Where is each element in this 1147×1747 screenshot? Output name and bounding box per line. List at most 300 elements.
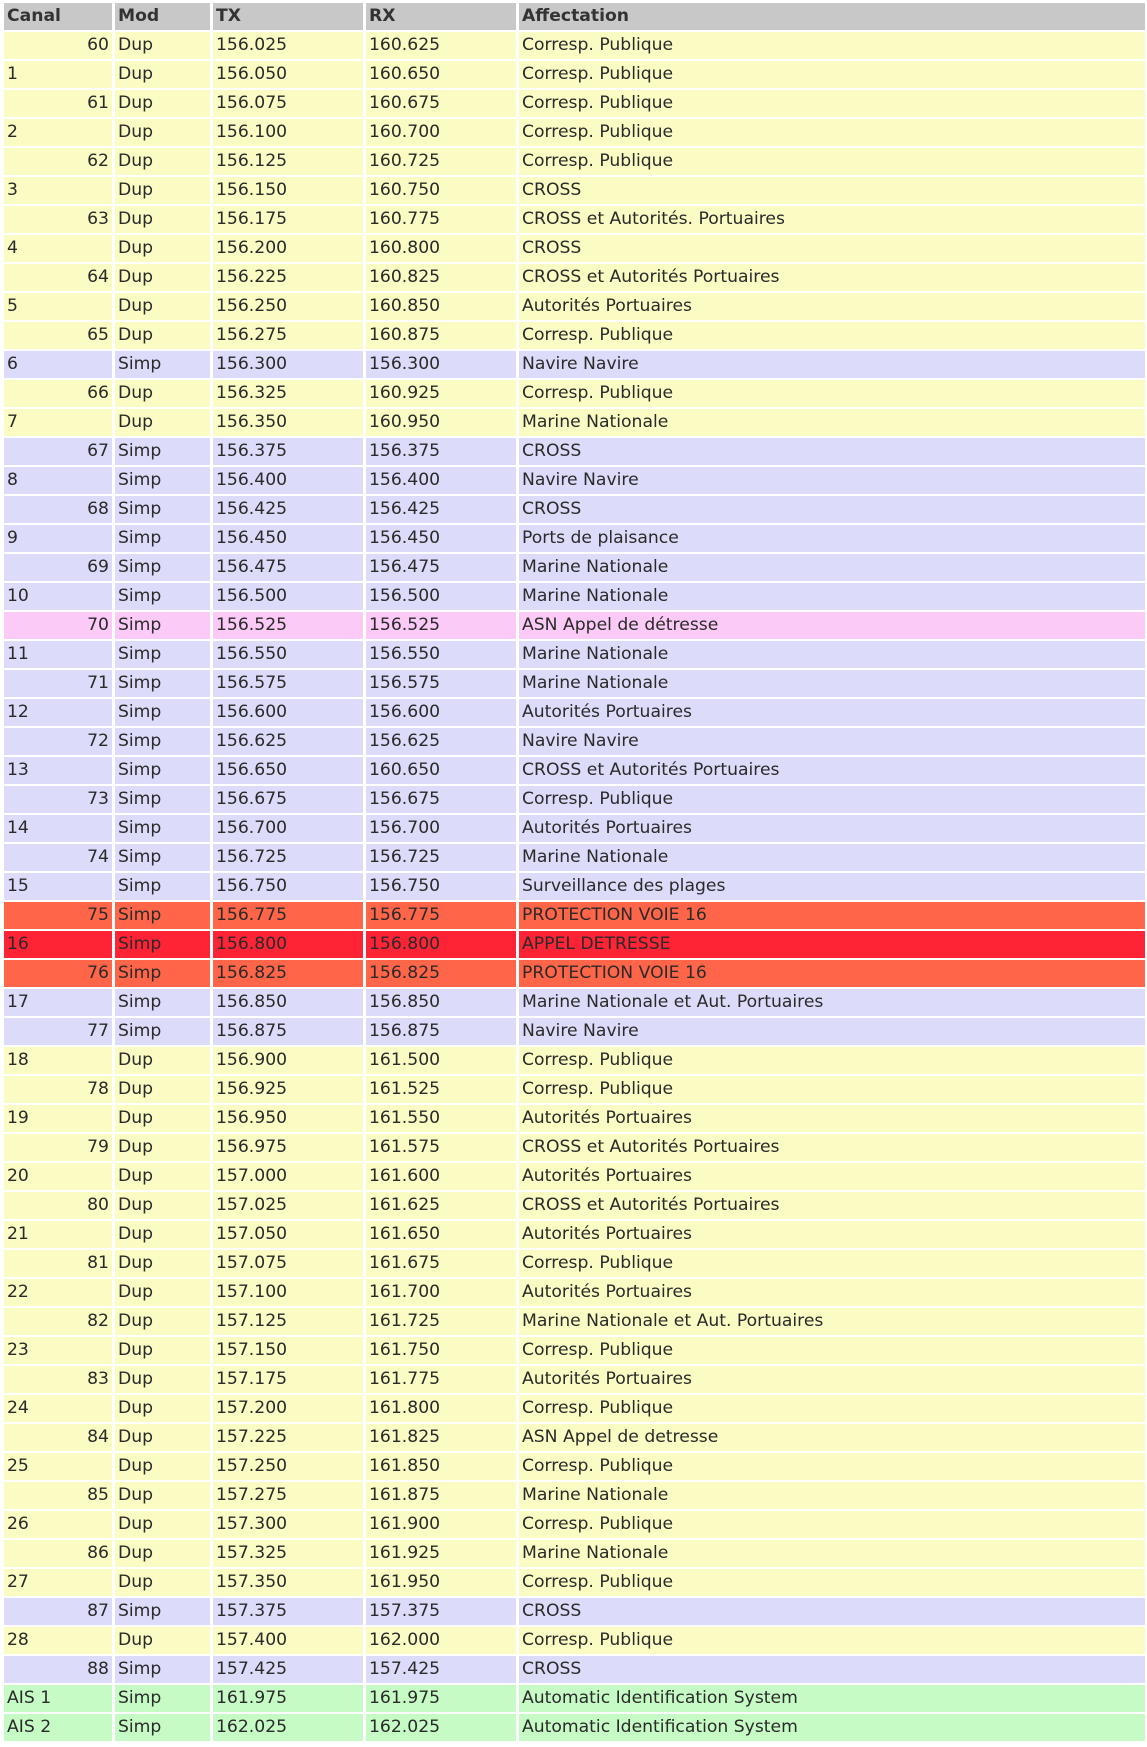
cell-canal: 88	[4, 1656, 115, 1683]
cell-canal: 83	[4, 1366, 115, 1393]
cell-rx: 156.300	[366, 351, 519, 378]
cell-tx: 157.175	[213, 1366, 366, 1393]
cell-tx: 156.300	[213, 351, 366, 378]
cell-rx: 156.600	[366, 699, 519, 726]
cell-tx: 157.350	[213, 1569, 366, 1596]
cell-tx: 157.025	[213, 1192, 366, 1219]
cell-canal: 73	[4, 786, 115, 813]
cell-canal: 75	[4, 902, 115, 929]
cell-affectation: ASN Appel de detresse	[519, 1424, 1145, 1451]
cell-mod: Dup	[115, 1279, 213, 1306]
cell-mod: Dup	[115, 322, 213, 349]
cell-affectation: PROTECTION VOIE 16	[519, 902, 1145, 929]
cell-rx: 160.650	[366, 61, 519, 88]
cell-tx: 157.050	[213, 1221, 366, 1248]
cell-tx: 156.400	[213, 467, 366, 494]
cell-tx: 157.250	[213, 1453, 366, 1480]
cell-affectation: Corresp. Publique	[519, 786, 1145, 813]
cell-canal: 23	[4, 1337, 115, 1364]
cell-rx: 161.875	[366, 1482, 519, 1509]
table-row	[4, 1627, 1147, 1656]
cell-mod: Dup	[115, 1424, 213, 1451]
cell-affectation: Corresp. Publique	[519, 32, 1145, 59]
cell-rx: 162.025	[366, 1714, 519, 1741]
table-row	[4, 1105, 1147, 1134]
table-row	[4, 931, 1147, 960]
cell-rx: 156.500	[366, 583, 519, 610]
table-row	[4, 989, 1147, 1018]
cell-mod: Dup	[115, 1105, 213, 1132]
cell-mod: Dup	[115, 1134, 213, 1161]
table-row	[4, 61, 1147, 90]
cell-mod: Simp	[115, 554, 213, 581]
cell-mod: Dup	[115, 264, 213, 291]
cell-tx: 156.175	[213, 206, 366, 233]
cell-affectation: Marine Nationale	[519, 641, 1145, 668]
cell-affectation: Marine Nationale	[519, 409, 1145, 436]
cell-mod: Dup	[115, 119, 213, 146]
cell-canal: 64	[4, 264, 115, 291]
cell-canal: 18	[4, 1047, 115, 1074]
cell-tx: 156.450	[213, 525, 366, 552]
cell-mod: Dup	[115, 90, 213, 117]
table-row	[4, 322, 1147, 351]
cell-affectation: CROSS et Autorités Portuaires	[519, 1192, 1145, 1219]
cell-tx: 156.850	[213, 989, 366, 1016]
table-row	[4, 786, 1147, 815]
cell-tx: 156.875	[213, 1018, 366, 1045]
cell-affectation: Corresp. Publique	[519, 1076, 1145, 1103]
cell-rx: 156.400	[366, 467, 519, 494]
cell-tx: 156.900	[213, 1047, 366, 1074]
cell-tx: 157.375	[213, 1598, 366, 1625]
cell-rx: 156.700	[366, 815, 519, 842]
cell-mod: Simp	[115, 1685, 213, 1712]
cell-affectation: CROSS	[519, 235, 1145, 262]
table-row	[4, 235, 1147, 264]
cell-mod: Simp	[115, 583, 213, 610]
cell-rx: 156.800	[366, 931, 519, 958]
table-row	[4, 293, 1147, 322]
cell-rx: 160.750	[366, 177, 519, 204]
cell-canal: 66	[4, 380, 115, 407]
cell-rx: 157.375	[366, 1598, 519, 1625]
cell-tx: 157.200	[213, 1395, 366, 1422]
cell-mod: Simp	[115, 757, 213, 784]
cell-rx: 160.825	[366, 264, 519, 291]
cell-rx: 160.950	[366, 409, 519, 436]
cell-mod: Simp	[115, 699, 213, 726]
cell-affectation: Autorités Portuaires	[519, 1221, 1145, 1248]
cell-tx: 156.425	[213, 496, 366, 523]
cell-mod: Simp	[115, 815, 213, 842]
cell-canal: 28	[4, 1627, 115, 1654]
cell-rx: 156.850	[366, 989, 519, 1016]
cell-affectation: CROSS	[519, 177, 1145, 204]
table-row	[4, 1192, 1147, 1221]
table-row	[4, 960, 1147, 989]
cell-tx: 157.100	[213, 1279, 366, 1306]
cell-rx: 156.875	[366, 1018, 519, 1045]
cell-affectation: CROSS et Autorités Portuaires	[519, 757, 1145, 784]
table-row	[4, 873, 1147, 902]
cell-mod: Dup	[115, 206, 213, 233]
cell-affectation: Marine Nationale	[519, 583, 1145, 610]
cell-mod: Dup	[115, 1366, 213, 1393]
cell-tx: 156.825	[213, 960, 366, 987]
cell-canal: AIS 1	[4, 1685, 115, 1712]
cell-rx: 156.775	[366, 902, 519, 929]
cell-affectation: Autorités Portuaires	[519, 1163, 1145, 1190]
cell-affectation: Corresp. Publique	[519, 1250, 1145, 1277]
cell-tx: 156.600	[213, 699, 366, 726]
cell-rx: 161.650	[366, 1221, 519, 1248]
cell-canal: 71	[4, 670, 115, 697]
cell-tx: 157.400	[213, 1627, 366, 1654]
cell-mod: Dup	[115, 380, 213, 407]
cell-rx: 161.725	[366, 1308, 519, 1335]
cell-rx: 156.550	[366, 641, 519, 668]
cell-tx: 156.650	[213, 757, 366, 784]
cell-tx: 156.050	[213, 61, 366, 88]
cell-affectation: Navire Navire	[519, 351, 1145, 378]
cell-canal: 70	[4, 612, 115, 639]
table-row	[4, 1540, 1147, 1569]
cell-rx: 161.775	[366, 1366, 519, 1393]
cell-canal: 69	[4, 554, 115, 581]
table-row	[4, 351, 1147, 380]
cell-affectation: CROSS	[519, 1656, 1145, 1683]
cell-affectation: Corresp. Publique	[519, 1047, 1145, 1074]
table-row	[4, 612, 1147, 641]
table-row	[4, 554, 1147, 583]
table-row	[4, 1221, 1147, 1250]
cell-tx: 156.500	[213, 583, 366, 610]
cell-rx: 160.775	[366, 206, 519, 233]
cell-canal: 21	[4, 1221, 115, 1248]
cell-mod: Dup	[115, 1163, 213, 1190]
table-row	[4, 148, 1147, 177]
cell-rx: 161.850	[366, 1453, 519, 1480]
cell-mod: Dup	[115, 293, 213, 320]
cell-tx: 156.275	[213, 322, 366, 349]
table-row	[4, 1337, 1147, 1366]
table-row	[4, 496, 1147, 525]
cell-mod: Simp	[115, 670, 213, 697]
table-body	[4, 32, 1147, 1743]
cell-canal: AIS 2	[4, 1714, 115, 1741]
cell-mod: Simp	[115, 438, 213, 465]
cell-affectation: Corresp. Publique	[519, 148, 1145, 175]
cell-canal: 22	[4, 1279, 115, 1306]
cell-tx: 156.725	[213, 844, 366, 871]
header-mod: Mod	[115, 3, 213, 30]
cell-tx: 156.475	[213, 554, 366, 581]
cell-affectation: Autorités Portuaires	[519, 1366, 1145, 1393]
cell-mod: Dup	[115, 1569, 213, 1596]
cell-tx: 157.000	[213, 1163, 366, 1190]
cell-rx: 156.675	[366, 786, 519, 813]
cell-affectation: CROSS et Autorités Portuaires	[519, 1134, 1145, 1161]
cell-affectation: Navire Navire	[519, 467, 1145, 494]
cell-affectation: Autorités Portuaires	[519, 1279, 1145, 1306]
cell-rx: 156.475	[366, 554, 519, 581]
cell-mod: Dup	[115, 235, 213, 262]
cell-affectation: CROSS	[519, 496, 1145, 523]
table-header-row	[4, 3, 1147, 32]
table-row	[4, 1685, 1147, 1714]
cell-rx: 161.600	[366, 1163, 519, 1190]
cell-mod: Dup	[115, 1627, 213, 1654]
vhf-channel-table	[4, 3, 1147, 1743]
cell-tx: 156.375	[213, 438, 366, 465]
cell-tx: 157.150	[213, 1337, 366, 1364]
cell-canal: 62	[4, 148, 115, 175]
cell-mod: Simp	[115, 467, 213, 494]
cell-mod: Dup	[115, 177, 213, 204]
cell-rx: 161.525	[366, 1076, 519, 1103]
table-row	[4, 641, 1147, 670]
table-row	[4, 1395, 1147, 1424]
cell-tx: 156.550	[213, 641, 366, 668]
cell-mod: Simp	[115, 1656, 213, 1683]
table-row	[4, 1134, 1147, 1163]
cell-canal: 24	[4, 1395, 115, 1422]
cell-tx: 157.075	[213, 1250, 366, 1277]
table-row	[4, 757, 1147, 786]
cell-affectation: Marine Nationale	[519, 554, 1145, 581]
cell-canal: 10	[4, 583, 115, 610]
cell-canal: 7	[4, 409, 115, 436]
cell-canal: 81	[4, 1250, 115, 1277]
cell-mod: Simp	[115, 931, 213, 958]
cell-rx: 161.750	[366, 1337, 519, 1364]
cell-rx: 161.550	[366, 1105, 519, 1132]
cell-mod: Simp	[115, 786, 213, 813]
cell-canal: 77	[4, 1018, 115, 1045]
table-row	[4, 1482, 1147, 1511]
cell-affectation: Automatic Identification System	[519, 1714, 1145, 1741]
header-rx: RX	[366, 3, 519, 30]
cell-canal: 20	[4, 1163, 115, 1190]
cell-affectation: Marine Nationale	[519, 1482, 1145, 1509]
cell-canal: 5	[4, 293, 115, 320]
cell-tx: 156.025	[213, 32, 366, 59]
table-row	[4, 1076, 1147, 1105]
cell-tx: 157.125	[213, 1308, 366, 1335]
cell-affectation: Marine Nationale et Aut. Portuaires	[519, 989, 1145, 1016]
cell-mod: Simp	[115, 960, 213, 987]
cell-canal: 14	[4, 815, 115, 842]
cell-affectation: CROSS	[519, 1598, 1145, 1625]
cell-canal: 1	[4, 61, 115, 88]
cell-rx: 156.750	[366, 873, 519, 900]
cell-tx: 156.250	[213, 293, 366, 320]
cell-canal: 15	[4, 873, 115, 900]
cell-canal: 17	[4, 989, 115, 1016]
cell-mod: Dup	[115, 1511, 213, 1538]
cell-affectation: Corresp. Publique	[519, 1569, 1145, 1596]
header-affectation: Affectation	[519, 3, 1145, 30]
cell-affectation: Corresp. Publique	[519, 1453, 1145, 1480]
header-tx: TX	[213, 3, 366, 30]
cell-rx: 160.700	[366, 119, 519, 146]
cell-mod: Dup	[115, 1221, 213, 1248]
cell-affectation: Autorités Portuaires	[519, 815, 1145, 842]
cell-canal: 9	[4, 525, 115, 552]
cell-canal: 80	[4, 1192, 115, 1219]
table-row	[4, 1598, 1147, 1627]
cell-canal: 4	[4, 235, 115, 262]
cell-tx: 157.275	[213, 1482, 366, 1509]
cell-affectation: Marine Nationale et Aut. Portuaires	[519, 1308, 1145, 1335]
cell-affectation: Ports de plaisance	[519, 525, 1145, 552]
cell-tx: 156.525	[213, 612, 366, 639]
table-row	[4, 409, 1147, 438]
cell-affectation: APPEL DETRESSE	[519, 931, 1145, 958]
cell-tx: 162.025	[213, 1714, 366, 1741]
cell-canal: 12	[4, 699, 115, 726]
table-row	[4, 32, 1147, 61]
cell-rx: 156.825	[366, 960, 519, 987]
cell-tx: 157.225	[213, 1424, 366, 1451]
cell-mod: Simp	[115, 641, 213, 668]
table-row	[4, 264, 1147, 293]
cell-tx: 156.575	[213, 670, 366, 697]
table-row	[4, 844, 1147, 873]
cell-canal: 67	[4, 438, 115, 465]
cell-tx: 156.800	[213, 931, 366, 958]
cell-canal: 85	[4, 1482, 115, 1509]
table-row	[4, 699, 1147, 728]
cell-affectation: CROSS et Autorités. Portuaires	[519, 206, 1145, 233]
cell-affectation: Autorités Portuaires	[519, 293, 1145, 320]
cell-canal: 27	[4, 1569, 115, 1596]
cell-mod: Dup	[115, 1540, 213, 1567]
table-row	[4, 1308, 1147, 1337]
cell-affectation: CROSS	[519, 438, 1145, 465]
cell-canal: 65	[4, 322, 115, 349]
cell-rx: 156.525	[366, 612, 519, 639]
cell-mod: Dup	[115, 1337, 213, 1364]
cell-mod: Simp	[115, 496, 213, 523]
cell-affectation: Corresp. Publique	[519, 119, 1145, 146]
cell-mod: Simp	[115, 351, 213, 378]
table-row	[4, 1714, 1147, 1743]
cell-mod: Dup	[115, 1482, 213, 1509]
cell-rx: 156.375	[366, 438, 519, 465]
cell-rx: 157.425	[366, 1656, 519, 1683]
cell-tx: 156.675	[213, 786, 366, 813]
cell-canal: 26	[4, 1511, 115, 1538]
cell-tx: 157.300	[213, 1511, 366, 1538]
cell-mod: Simp	[115, 728, 213, 755]
cell-canal: 79	[4, 1134, 115, 1161]
cell-tx: 156.975	[213, 1134, 366, 1161]
cell-affectation: Autorités Portuaires	[519, 699, 1145, 726]
cell-mod: Dup	[115, 148, 213, 175]
cell-mod: Dup	[115, 1395, 213, 1422]
cell-canal: 78	[4, 1076, 115, 1103]
cell-mod: Simp	[115, 1018, 213, 1045]
cell-rx: 161.500	[366, 1047, 519, 1074]
cell-affectation: Autorités Portuaires	[519, 1105, 1145, 1132]
table-row	[4, 1366, 1147, 1395]
table-row	[4, 1569, 1147, 1598]
cell-rx: 161.675	[366, 1250, 519, 1277]
cell-canal: 3	[4, 177, 115, 204]
cell-canal: 63	[4, 206, 115, 233]
cell-tx: 156.700	[213, 815, 366, 842]
cell-affectation: Corresp. Publique	[519, 1395, 1145, 1422]
cell-tx: 156.200	[213, 235, 366, 262]
cell-tx: 157.425	[213, 1656, 366, 1683]
cell-affectation: Corresp. Publique	[519, 90, 1145, 117]
table-row	[4, 1453, 1147, 1482]
cell-canal: 8	[4, 467, 115, 494]
cell-rx: 160.925	[366, 380, 519, 407]
cell-rx: 156.575	[366, 670, 519, 697]
cell-rx: 161.700	[366, 1279, 519, 1306]
cell-mod: Dup	[115, 1250, 213, 1277]
cell-rx: 161.825	[366, 1424, 519, 1451]
cell-mod: Dup	[115, 409, 213, 436]
table-row	[4, 1424, 1147, 1453]
cell-rx: 156.425	[366, 496, 519, 523]
cell-rx: 160.875	[366, 322, 519, 349]
cell-affectation: Corresp. Publique	[519, 61, 1145, 88]
table-row	[4, 90, 1147, 119]
header-canal: Canal	[4, 3, 115, 30]
cell-affectation: Automatic Identification System	[519, 1685, 1145, 1712]
table-row	[4, 380, 1147, 409]
cell-affectation: PROTECTION VOIE 16	[519, 960, 1145, 987]
cell-tx: 156.625	[213, 728, 366, 755]
table-row	[4, 1163, 1147, 1192]
cell-mod: Simp	[115, 902, 213, 929]
cell-mod: Dup	[115, 1308, 213, 1335]
cell-affectation: Surveillance des plages	[519, 873, 1145, 900]
cell-affectation: Marine Nationale	[519, 1540, 1145, 1567]
cell-canal: 84	[4, 1424, 115, 1451]
table-row	[4, 119, 1147, 148]
cell-canal: 13	[4, 757, 115, 784]
cell-tx: 156.150	[213, 177, 366, 204]
cell-tx: 156.125	[213, 148, 366, 175]
table-row	[4, 177, 1147, 206]
cell-mod: Simp	[115, 844, 213, 871]
table-row	[4, 1656, 1147, 1685]
cell-mod: Dup	[115, 61, 213, 88]
cell-affectation: Corresp. Publique	[519, 1627, 1145, 1654]
cell-mod: Dup	[115, 1047, 213, 1074]
cell-canal: 6	[4, 351, 115, 378]
cell-canal: 68	[4, 496, 115, 523]
cell-canal: 82	[4, 1308, 115, 1335]
cell-affectation: CROSS et Autorités Portuaires	[519, 264, 1145, 291]
cell-canal: 76	[4, 960, 115, 987]
cell-rx: 160.675	[366, 90, 519, 117]
cell-tx: 156.925	[213, 1076, 366, 1103]
table-row	[4, 583, 1147, 612]
cell-canal: 87	[4, 1598, 115, 1625]
cell-mod: Simp	[115, 525, 213, 552]
cell-canal: 11	[4, 641, 115, 668]
cell-mod: Dup	[115, 1453, 213, 1480]
cell-rx: 161.625	[366, 1192, 519, 1219]
table-row	[4, 902, 1147, 931]
table-row	[4, 1250, 1147, 1279]
